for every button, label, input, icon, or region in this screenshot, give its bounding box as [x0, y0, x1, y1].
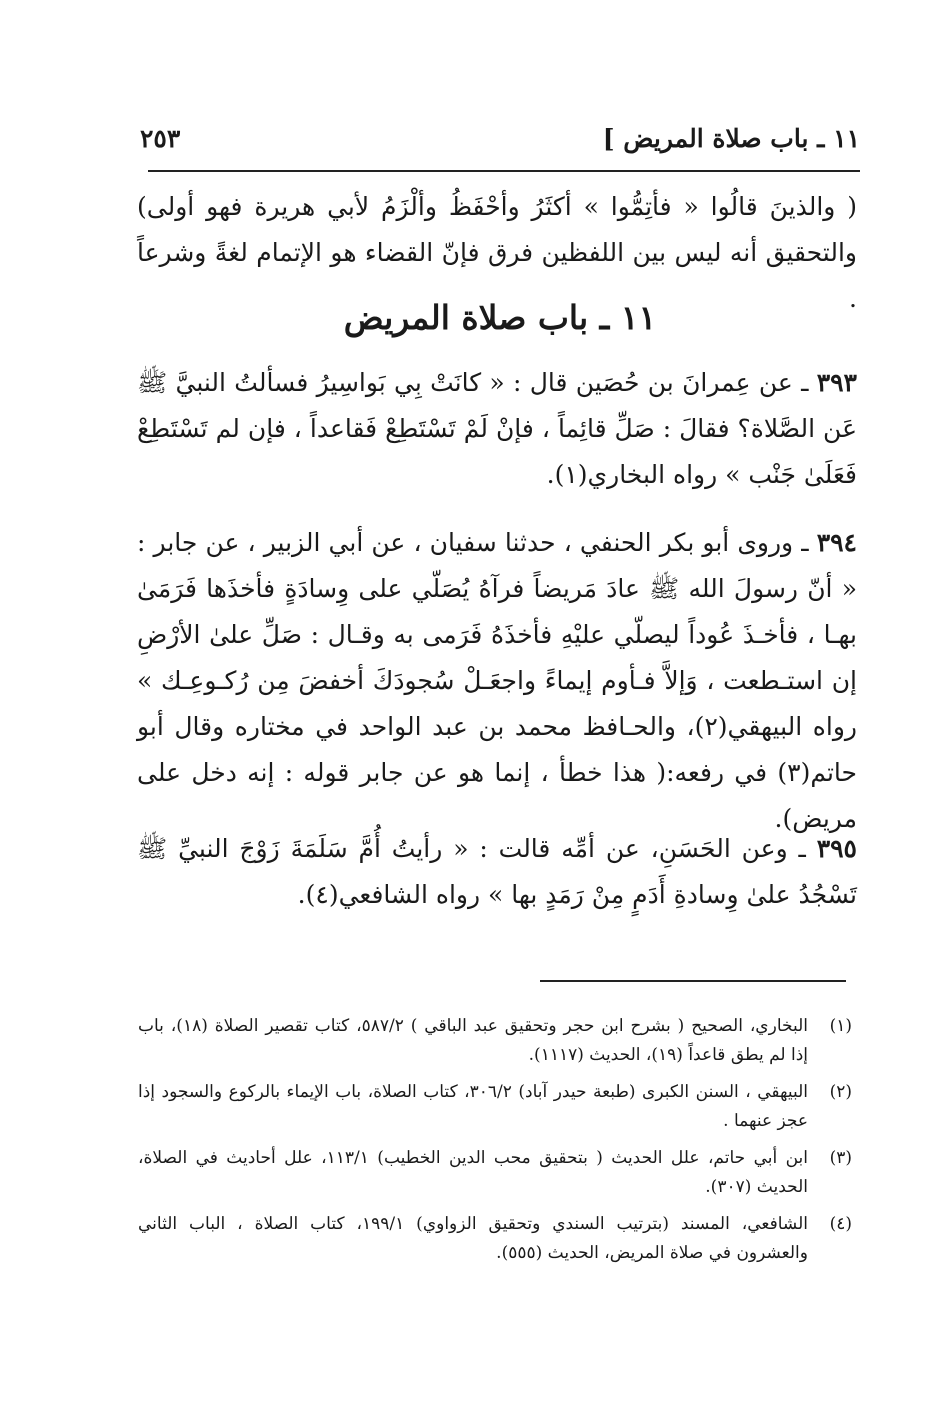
footnote-number: (٤): [829, 1214, 852, 1234]
intro-paragraph: ( والذينَ قالُوا « فأتِمُّوا » أكثَرُ وأحْفَظُ وألْزَمُ لأبي هريرة فهو أولى) والتحقيق أنه ليس بين اللفظين فرق فإنّ القضاء هو الإتمام لغةً وشرعاً .: [137, 192, 857, 313]
chapter-title: ١١ ـ باب صلاة المريض: [343, 298, 657, 337]
hadith-number: ٣٩٤: [816, 528, 857, 557]
hadith-number: ٣٩٥: [816, 834, 857, 863]
footnote-text: البيهقي ، السنن الكبرى (طبعة حيدر آباد) ٣٠٦/٢، كتاب الصلاة، باب الإيماء بالركوع والسجود إذا عجز عنهما .: [138, 1082, 808, 1131]
page-number: ٢٥٣: [140, 124, 181, 153]
footnote: [138, 1078, 852, 1136]
hadith-number: ٣٩٣: [816, 368, 857, 397]
footnote: [138, 1012, 852, 1070]
footnote: [138, 1144, 852, 1202]
footnote-text: الشافعي، المسند (بترتيب السندي وتحقيق الزواوي) ١٩٩/١، كتاب الصلاة ، الباب الثاني والعشرون في صلاة المريض، الحديث (٥٥٥).: [138, 1214, 808, 1263]
footnote-separator: [540, 980, 846, 982]
running-header: [140, 124, 860, 164]
hadith-text: ـ وروى أبو بكر الحنفي ، حدثنا سفيان ، عن أبي الزبير ، عن جابر : « أنّ رسولَ الله ﷺ عادَ مَريضاً فرآهُ يُصَلّي على وِسادَةٍ فأخذَها فَرَمَىٰ بهـا ، فأخـذَ عُوداً ليصلّي عليْهِ فأخذَهُ فَرَمى به وقـال : صَلِّ علىٰ الأرْضِ إن استـطعت ، وَإلاَّ فـأوم إيماءً واجعَـلْ سُجودَكَ أخفضَ مِن رُكـوعِـك » رواه البيهقي(٢)، والحـافظ محمد بن عبد الواحد في مختاره وقال أبو حاتم(٣) في رفعه:( هذا خطأ ، إنما هو عن جابر قوله : إنه دخل على مريض).: [137, 528, 857, 833]
hadith-393: [137, 360, 857, 498]
footnote-text: ابن أبي حاتم، علل الحديث ( بتحقيق محب الدين الخطيب) ١١٣/١، علل أحاديث في الصلاة، الحديث (٣٠٧).: [138, 1148, 808, 1197]
header-rule: [148, 170, 860, 172]
running-title: ١١ ـ باب صلاة المريض ]: [602, 124, 860, 153]
footnote-number: (٢): [829, 1082, 852, 1102]
footnote-number: (٣): [829, 1148, 852, 1168]
hadith-text: ـ وعن الحَسَنِ، عن أمِّه قالت : « رأيتُ أُمَّ سَلَمَةَ زَوْجَ النبيِّ ﷺ تَسْجُدُ علىٰ وِسادةِ أَدَمٍ مِنْ رَمَدٍ بها » رواه الشافعي(٤).: [137, 834, 857, 909]
footnotes: [138, 1012, 852, 1276]
hadith-text: ـ عن عِمرانَ بن حُصَين قال : « كانَتْ بِي بَواسِيرُ فسألتُ النبيَّ ﷺ عَن الصَّلاة؟ فقالَ : صَلِّ قائِماً ، فإنْ لَمْ تَسْتَطِعْ فَقاعداً ، فإن لم تَسْتَطِعْ فَعَلَىٰ جَنْب » رواه البخاري(١).: [137, 368, 857, 489]
hadith-394: [137, 520, 857, 842]
footnote-text: البخاري، الصحيح ( بشرح ابن حجر وتحقيق عبد الباقي ) ٥٨٧/٢، كتاب تقصير الصلاة (١٨)، باب إذا لم يطق قاعداً (١٩)، الحديث (١١١٧).: [138, 1016, 809, 1065]
hadith-395: [137, 826, 857, 918]
footnote-number: (١): [829, 1016, 852, 1036]
footnote: [138, 1210, 852, 1268]
